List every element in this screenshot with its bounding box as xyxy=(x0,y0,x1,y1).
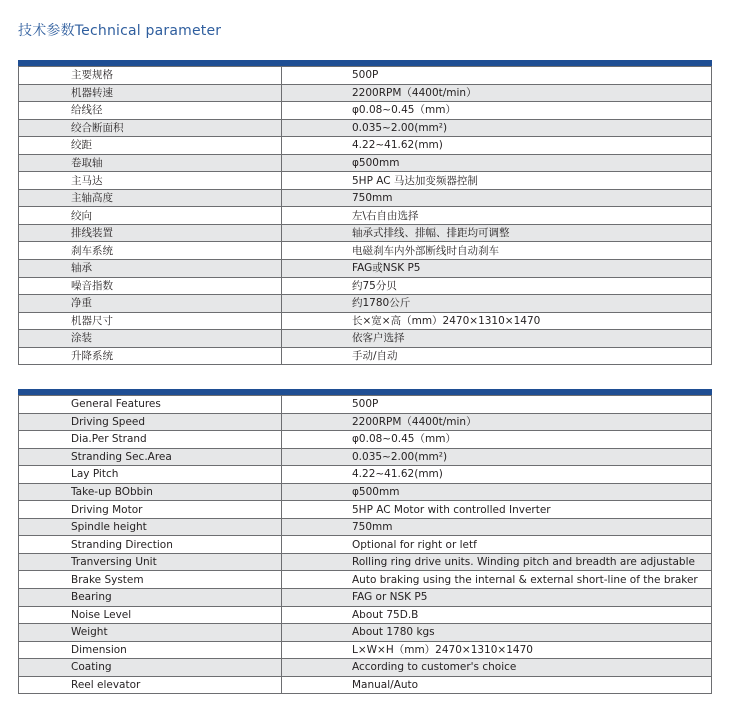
spec-label: 绞合断面积 xyxy=(19,119,282,137)
table-row xyxy=(19,483,712,501)
spec-label: Coating xyxy=(19,659,282,677)
spec-label: Reel elevator xyxy=(19,676,282,694)
spec-label: 绞距 xyxy=(19,137,282,155)
table-row xyxy=(19,312,712,330)
table-row xyxy=(19,501,712,519)
table-row xyxy=(19,295,712,313)
spec-value: 轴承式排线、排幅、排距均可调整 xyxy=(282,224,712,242)
table-row xyxy=(19,676,712,694)
spec-label: 绞向 xyxy=(19,207,282,225)
table-row xyxy=(19,553,712,571)
table-row xyxy=(19,606,712,624)
spec-value: Rolling ring drive units. Winding pitch and breadth are adjustable xyxy=(282,553,712,571)
table-row xyxy=(19,330,712,348)
spec-value: φ0.08~0.45（mm） xyxy=(282,102,712,120)
spec-value: 0.035~2.00(mm²) xyxy=(282,119,712,137)
table-header-bar xyxy=(18,60,712,66)
spec-value: Optional for right or letf xyxy=(282,536,712,554)
table-row xyxy=(19,659,712,677)
spec-label: 涂装 xyxy=(19,330,282,348)
spec-value: 电磁刹车内外部断线时自动刹车 xyxy=(282,242,712,260)
table-row xyxy=(19,396,712,414)
spec-label: 轴承 xyxy=(19,260,282,278)
spec-value: According to customer's choice xyxy=(282,659,712,677)
spec-label: Dimension xyxy=(19,641,282,659)
spec-label: Weight xyxy=(19,624,282,642)
table-row xyxy=(19,431,712,449)
spec-value: 长×宽×高（mm）2470×1310×1470 xyxy=(282,312,712,330)
spec-value: 500P xyxy=(282,67,712,85)
spec-value: φ500mm xyxy=(282,483,712,501)
table-row xyxy=(19,189,712,207)
table-row xyxy=(19,413,712,431)
spec-table-body xyxy=(19,396,712,694)
spec-label: 机器尺寸 xyxy=(19,312,282,330)
table-row xyxy=(19,207,712,225)
spec-value: FAG或NSK P5 xyxy=(282,260,712,278)
spec-value: Auto braking using the internal & external short-line of the braker xyxy=(282,571,712,589)
table-row xyxy=(19,448,712,466)
spec-value: 4.22~41.62(mm) xyxy=(282,137,712,155)
spec-value: 4.22~41.62(mm) xyxy=(282,466,712,484)
table-row xyxy=(19,137,712,155)
table-header-bar xyxy=(18,389,712,395)
spec-value: 5HP AC Motor with controlled Inverter xyxy=(282,501,712,519)
spec-label: Driving Speed xyxy=(19,413,282,431)
table-row xyxy=(19,102,712,120)
spec-label: Stranding Direction xyxy=(19,536,282,554)
spec-label: 给线径 xyxy=(19,102,282,120)
table-row xyxy=(19,536,712,554)
spec-value: 手动/自动 xyxy=(282,347,712,365)
spec-value: 2200RPM（4400t/min） xyxy=(282,84,712,102)
spec-value: L×W×H（mm）2470×1310×1470 xyxy=(282,641,712,659)
table-row xyxy=(19,589,712,607)
page-title: 技术参数Technical parameter xyxy=(18,23,222,39)
spec-value: φ0.08~0.45（mm） xyxy=(282,431,712,449)
table-row xyxy=(19,277,712,295)
spec-value: 2200RPM（4400t/min） xyxy=(282,413,712,431)
spec-label: Lay Pitch xyxy=(19,466,282,484)
spec-table-english xyxy=(18,389,712,694)
table-row xyxy=(19,260,712,278)
spec-value: About 75D.B xyxy=(282,606,712,624)
spec-label: General Features xyxy=(19,396,282,414)
table-row xyxy=(19,242,712,260)
spec-value: 750mm xyxy=(282,189,712,207)
spec-label: 主轴高度 xyxy=(19,189,282,207)
spec-label: 净重 xyxy=(19,295,282,313)
table-row xyxy=(19,518,712,536)
table-row xyxy=(19,172,712,190)
spec-label: 卷取轴 xyxy=(19,154,282,172)
spec-value: 依客户选择 xyxy=(282,330,712,348)
spec-label: 升降系统 xyxy=(19,347,282,365)
table-row xyxy=(19,154,712,172)
table-row xyxy=(19,67,712,85)
spec-value: 5HP AC 马达加变频器控制 xyxy=(282,172,712,190)
spec-label: Stranding Sec.Area xyxy=(19,448,282,466)
spec-label: Tranversing Unit xyxy=(19,553,282,571)
spec-value: φ500mm xyxy=(282,154,712,172)
spec-label: 主马达 xyxy=(19,172,282,190)
spec-value: About 1780 kgs xyxy=(282,624,712,642)
spec-label: 机器转速 xyxy=(19,84,282,102)
spec-label: Take-up BObbin xyxy=(19,483,282,501)
spec-value: 750mm xyxy=(282,518,712,536)
spec-value: 0.035~2.00(mm²) xyxy=(282,448,712,466)
table-row xyxy=(19,641,712,659)
spec-label: Bearing xyxy=(19,589,282,607)
table-row xyxy=(19,84,712,102)
spec-label: 排线装置 xyxy=(19,224,282,242)
table-row xyxy=(19,119,712,137)
spec-value: 约75分贝 xyxy=(282,277,712,295)
spec-label: Spindle height xyxy=(19,518,282,536)
spec-value: 500P xyxy=(282,396,712,414)
spec-label: Driving Motor xyxy=(19,501,282,519)
spec-label: 噪音指数 xyxy=(19,277,282,295)
spec-value: Manual/Auto xyxy=(282,676,712,694)
table-row xyxy=(19,624,712,642)
table-row xyxy=(19,466,712,484)
table-row xyxy=(19,571,712,589)
spec-label: Brake System xyxy=(19,571,282,589)
spec-value: 约1780公斤 xyxy=(282,295,712,313)
spec-value: 左\右自由选择 xyxy=(282,207,712,225)
spec-label: Dia.Per Strand xyxy=(19,431,282,449)
spec-label: Noise Level xyxy=(19,606,282,624)
spec-label: 刹车系统 xyxy=(19,242,282,260)
spec-label: 主要规格 xyxy=(19,67,282,85)
spec-value: FAG or NSK P5 xyxy=(282,589,712,607)
spec-table-body xyxy=(19,67,712,365)
table-row xyxy=(19,347,712,365)
table-row xyxy=(19,224,712,242)
spec-table-chinese xyxy=(18,60,712,365)
